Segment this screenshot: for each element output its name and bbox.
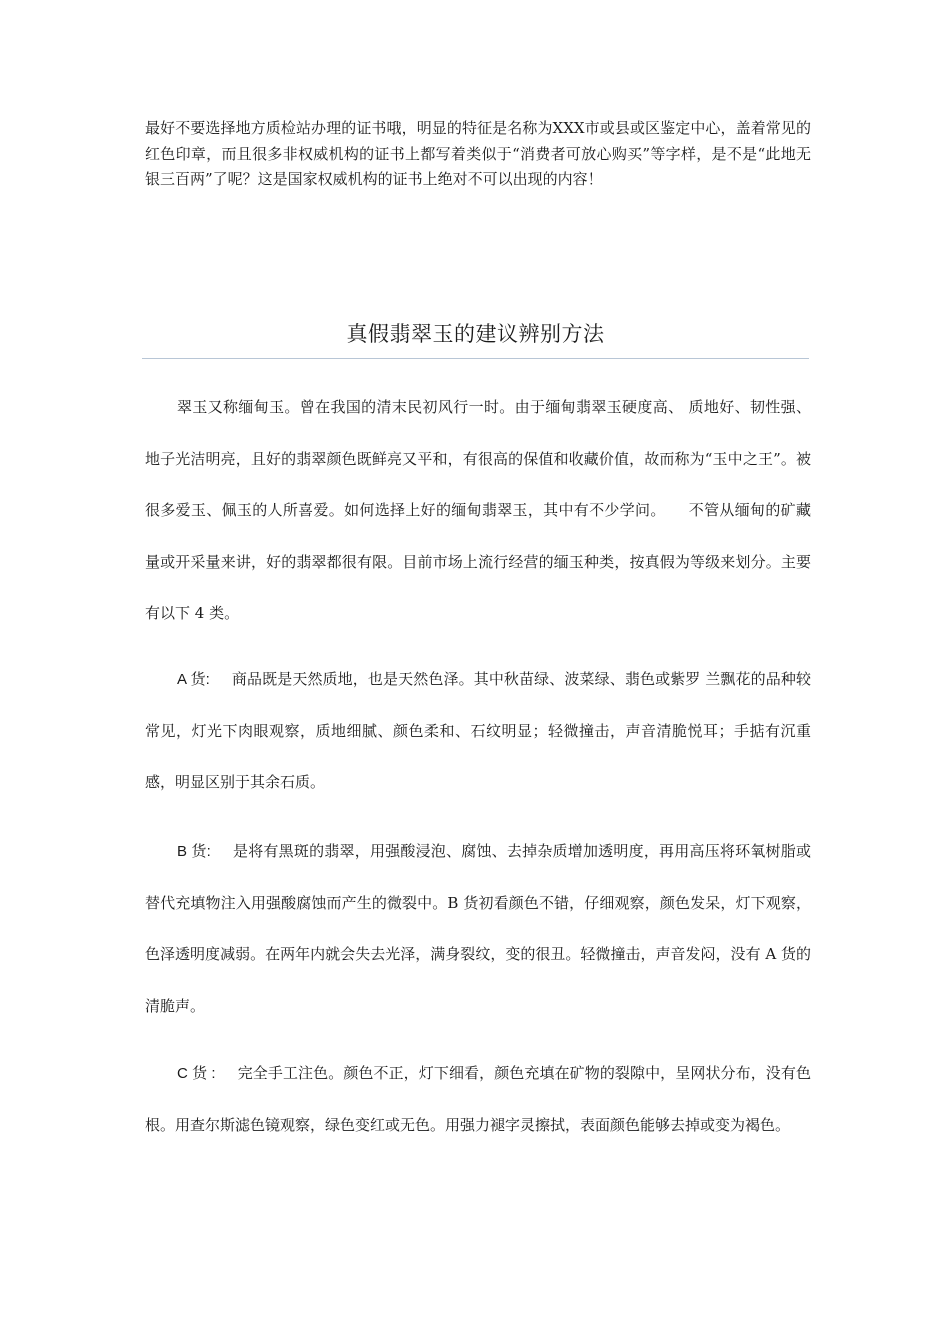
grade-a-paragraph bbox=[145, 654, 811, 809]
grade-a-label: A 货: bbox=[177, 671, 210, 688]
grade-c-paragraph bbox=[145, 1048, 811, 1151]
title-divider bbox=[142, 358, 809, 359]
grade-a-text: 商品既是天然质地，也是天然色泽。其中秋苗绿、波菜绿、翡色或紫罗 兰飘花的品种较常见，灯光下肉眼观察，质地细腻、颜色柔和、石纹明显；轻微撞击，声音清脆悦耳；手掂有沉重感，明显区别于其余石质。 bbox=[145, 670, 811, 791]
grade-c-label: C 货 : bbox=[177, 1065, 216, 1082]
intro-paragraph: 最好不要选择地方质检站办理的证书哦，明显的特征是名称为XXX市或县或区鉴定中心，盖着常见的红色印章，而且很多非权威机构的证书上都写着类似于“消费者可放心购买”等字样，是不是“此地无银三百两”了呢？这是国家权威机构的证书上绝对不可以出现的内容！ bbox=[145, 119, 811, 188]
overview-paragraph: 翠玉又称缅甸玉。曾在我国的清末民初风行一时。由于缅甸翡翠玉硬度高、 质地好、韧性强、地子光洁明亮，且好的翡翠颜色既鲜亮又平和，有很高的保值和收藏价值，故而称为“玉中之王”。被很多爱玉、佩玉的人所喜爱。如何选择上好的缅甸翡翠玉，其中有不少学问。 不管从缅甸的矿藏量或开采量来讲，好的翡翠都很有限。目前市场上流行经营的缅玉种类，按真假为等级来划分。主要有以下 4 类。 bbox=[145, 398, 811, 622]
section-title: 真假翡翠玉的建议辨别方法 bbox=[346, 322, 605, 346]
grade-b-text: 是将有黑斑的翡翠，用强酸浸泡、腐蚀、去掉杂质增加透明度，再用高压将环氧树脂或替代充填物注入用强酸腐蚀而产生的微裂中。B 货初看颜色不错，仔细观察，颜色发呆，灯下观察，色泽透明度减弱。在两年内就会失去光泽，满身裂纹，变的很丑。轻微撞击，声音发闷，没有 A 货的清脆声。 bbox=[145, 842, 811, 1015]
grade-c-text: 完全手工注色。颜色不正，灯下细看，颜色充填在矿物的裂隙中，呈网状分布，没有色根。用查尔斯滤色镜观察，绿色变红或无色。用强力褪字灵擦拭，表面颜色能够去掉或变为褐色。 bbox=[145, 1064, 811, 1134]
grade-b-paragraph bbox=[145, 826, 811, 1032]
grade-b-label: B 货: bbox=[177, 843, 211, 860]
